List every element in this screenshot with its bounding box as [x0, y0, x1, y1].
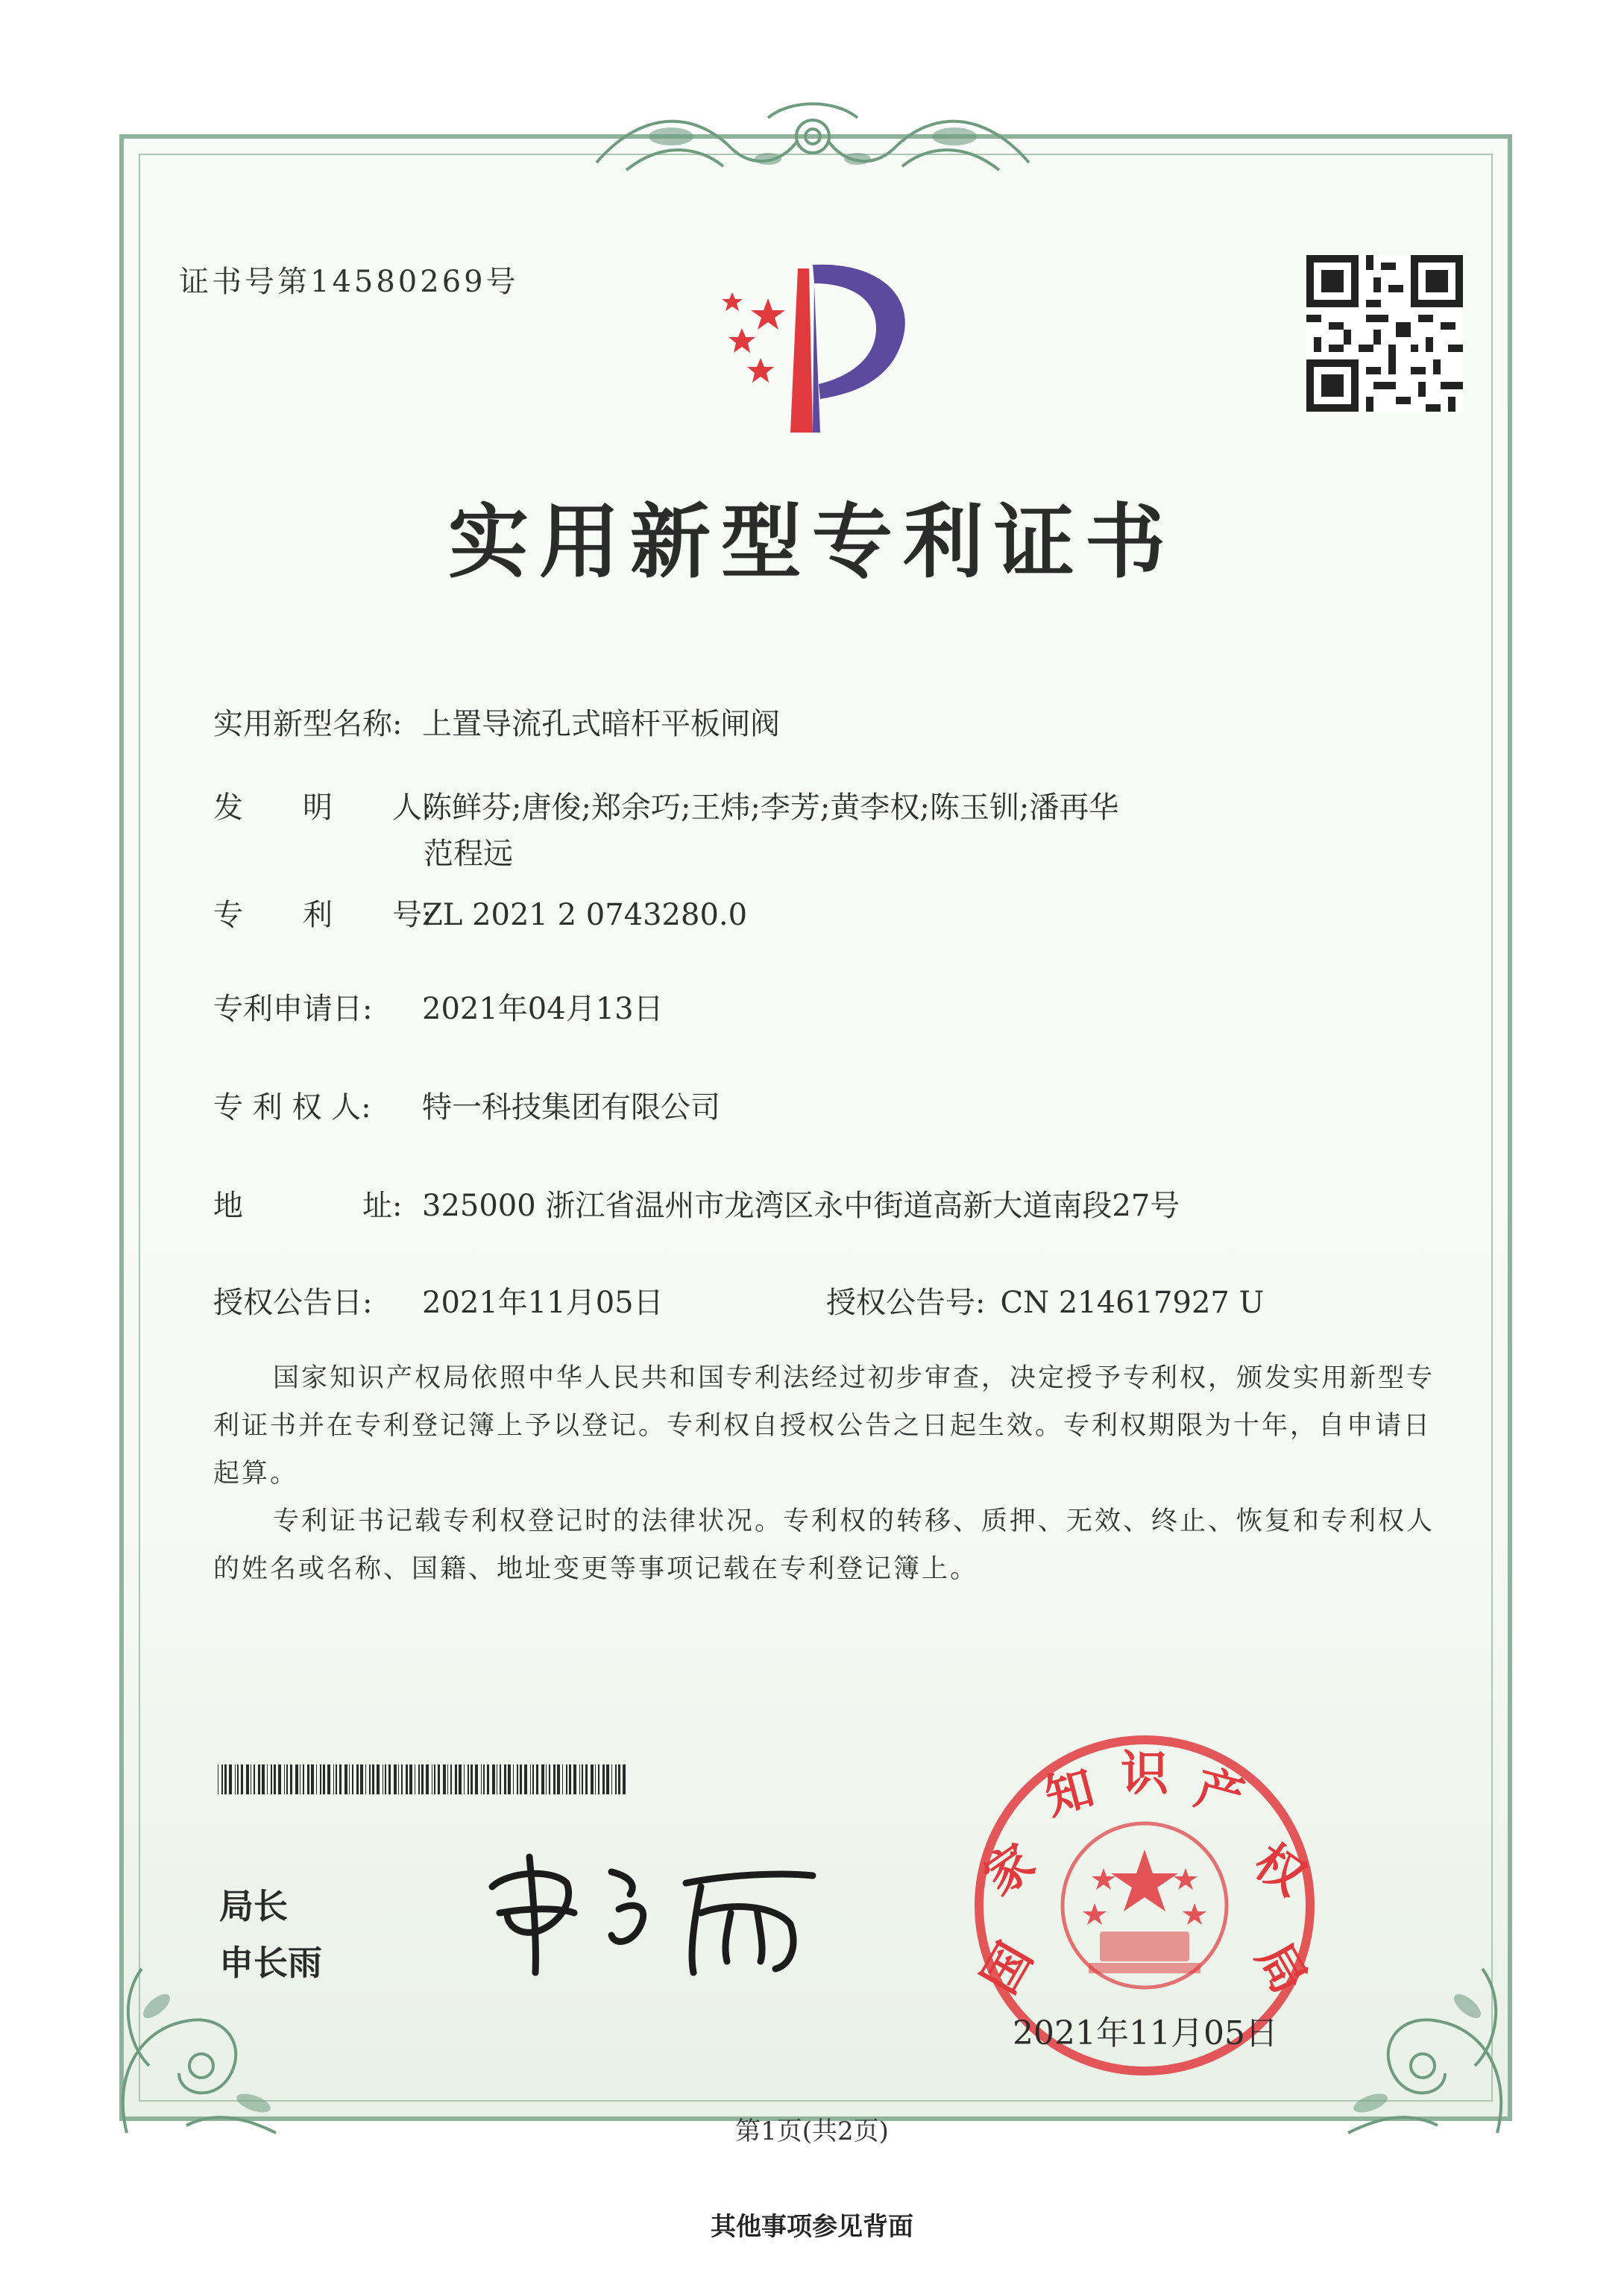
field-label: 专 利 号: — [213, 898, 432, 932]
qr-code-icon — [1306, 255, 1463, 412]
field-utility-model-name — [213, 701, 780, 747]
field-value: CN 214617927 U — [1000, 1286, 1265, 1320]
cnipa-logo-icon — [701, 246, 947, 440]
svg-text:权: 权 — [1244, 1834, 1315, 1907]
top-ornament-icon — [582, 95, 1044, 185]
svg-text:知: 知 — [1039, 1760, 1101, 1826]
svg-text:国: 国 — [972, 1934, 1044, 2003]
field-value: 2021年04月13日 — [422, 992, 664, 1026]
field-inventors — [213, 785, 1118, 831]
field-value: 325000 浙江省温州市龙湾区永中街道高新大道南段27号 — [422, 1189, 1180, 1223]
field-address — [213, 1183, 1180, 1229]
field-value: ZL 2021 2 0743280.0 — [422, 898, 748, 932]
field-label: 授权公告号: — [826, 1286, 986, 1320]
director-name: 申长雨 — [219, 1943, 322, 1983]
field-value: 陈鲜芬;唐俊;郑余巧;王炜;李芳;黄李权;陈玉钏;潘再华 — [422, 791, 1119, 825]
field-grant-date — [213, 1280, 664, 1326]
certificate-title: 实用新型专利证书 — [447, 495, 1176, 589]
field-patentee — [213, 1084, 720, 1131]
field-value: 上置导流孔式暗杆平板闸阀 — [422, 707, 780, 741]
footer-note: 其他事项参见背面 — [711, 2212, 913, 2242]
svg-text:局: 局 — [1245, 1934, 1318, 2003]
field-patent-number — [213, 892, 747, 938]
seal-date: 2021年11月05日 — [1013, 2014, 1278, 2052]
field-application-date — [213, 986, 664, 1032]
legal-paragraph-2: 专利证书记载专利权登记时的法律状况。专利权的转移、质押、无效、终止、恢复和专利权人的姓名或名称、国籍、地址变更等事项记载在专利登记簿上。 — [213, 1506, 1435, 1584]
field-label: 专利申请日: — [213, 992, 373, 1026]
page-number: 第1页(共2页) — [735, 2116, 889, 2146]
field-label: 发 明 人: — [213, 791, 432, 825]
field-value: 特一科技集团有限公司 — [422, 1090, 720, 1125]
barcode-icon — [218, 1764, 628, 1794]
certificate-number: 证书号第14580269号 — [179, 265, 519, 299]
field-label: 实用新型名称: — [213, 707, 403, 741]
svg-text:家: 家 — [974, 1834, 1045, 1907]
field-value: 2021年11月05日 — [422, 1286, 664, 1320]
field-label: 地 址: — [213, 1189, 403, 1223]
field-inventors-line2: 范程远 — [424, 837, 513, 871]
svg-text:产: 产 — [1189, 1760, 1250, 1826]
legal-paragraph-1: 国家知识产权局依照中华人民共和国专利法经过初步审查，决定授予专利权，颁发实用新型专利证书并在专利登记簿上予以登记。专利权自授权公告之日起生效。专利权期限为十年，自申请日起算。 — [213, 1363, 1435, 1489]
director-title: 局长 — [219, 1886, 288, 1926]
director-signature-icon — [477, 1842, 835, 1984]
field-grant-publication-number — [826, 1280, 1264, 1326]
svg-text:识: 识 — [1121, 1747, 1168, 1802]
field-label: 专 利 权 人: — [213, 1090, 371, 1125]
field-label: 授权公告日: — [213, 1286, 373, 1320]
